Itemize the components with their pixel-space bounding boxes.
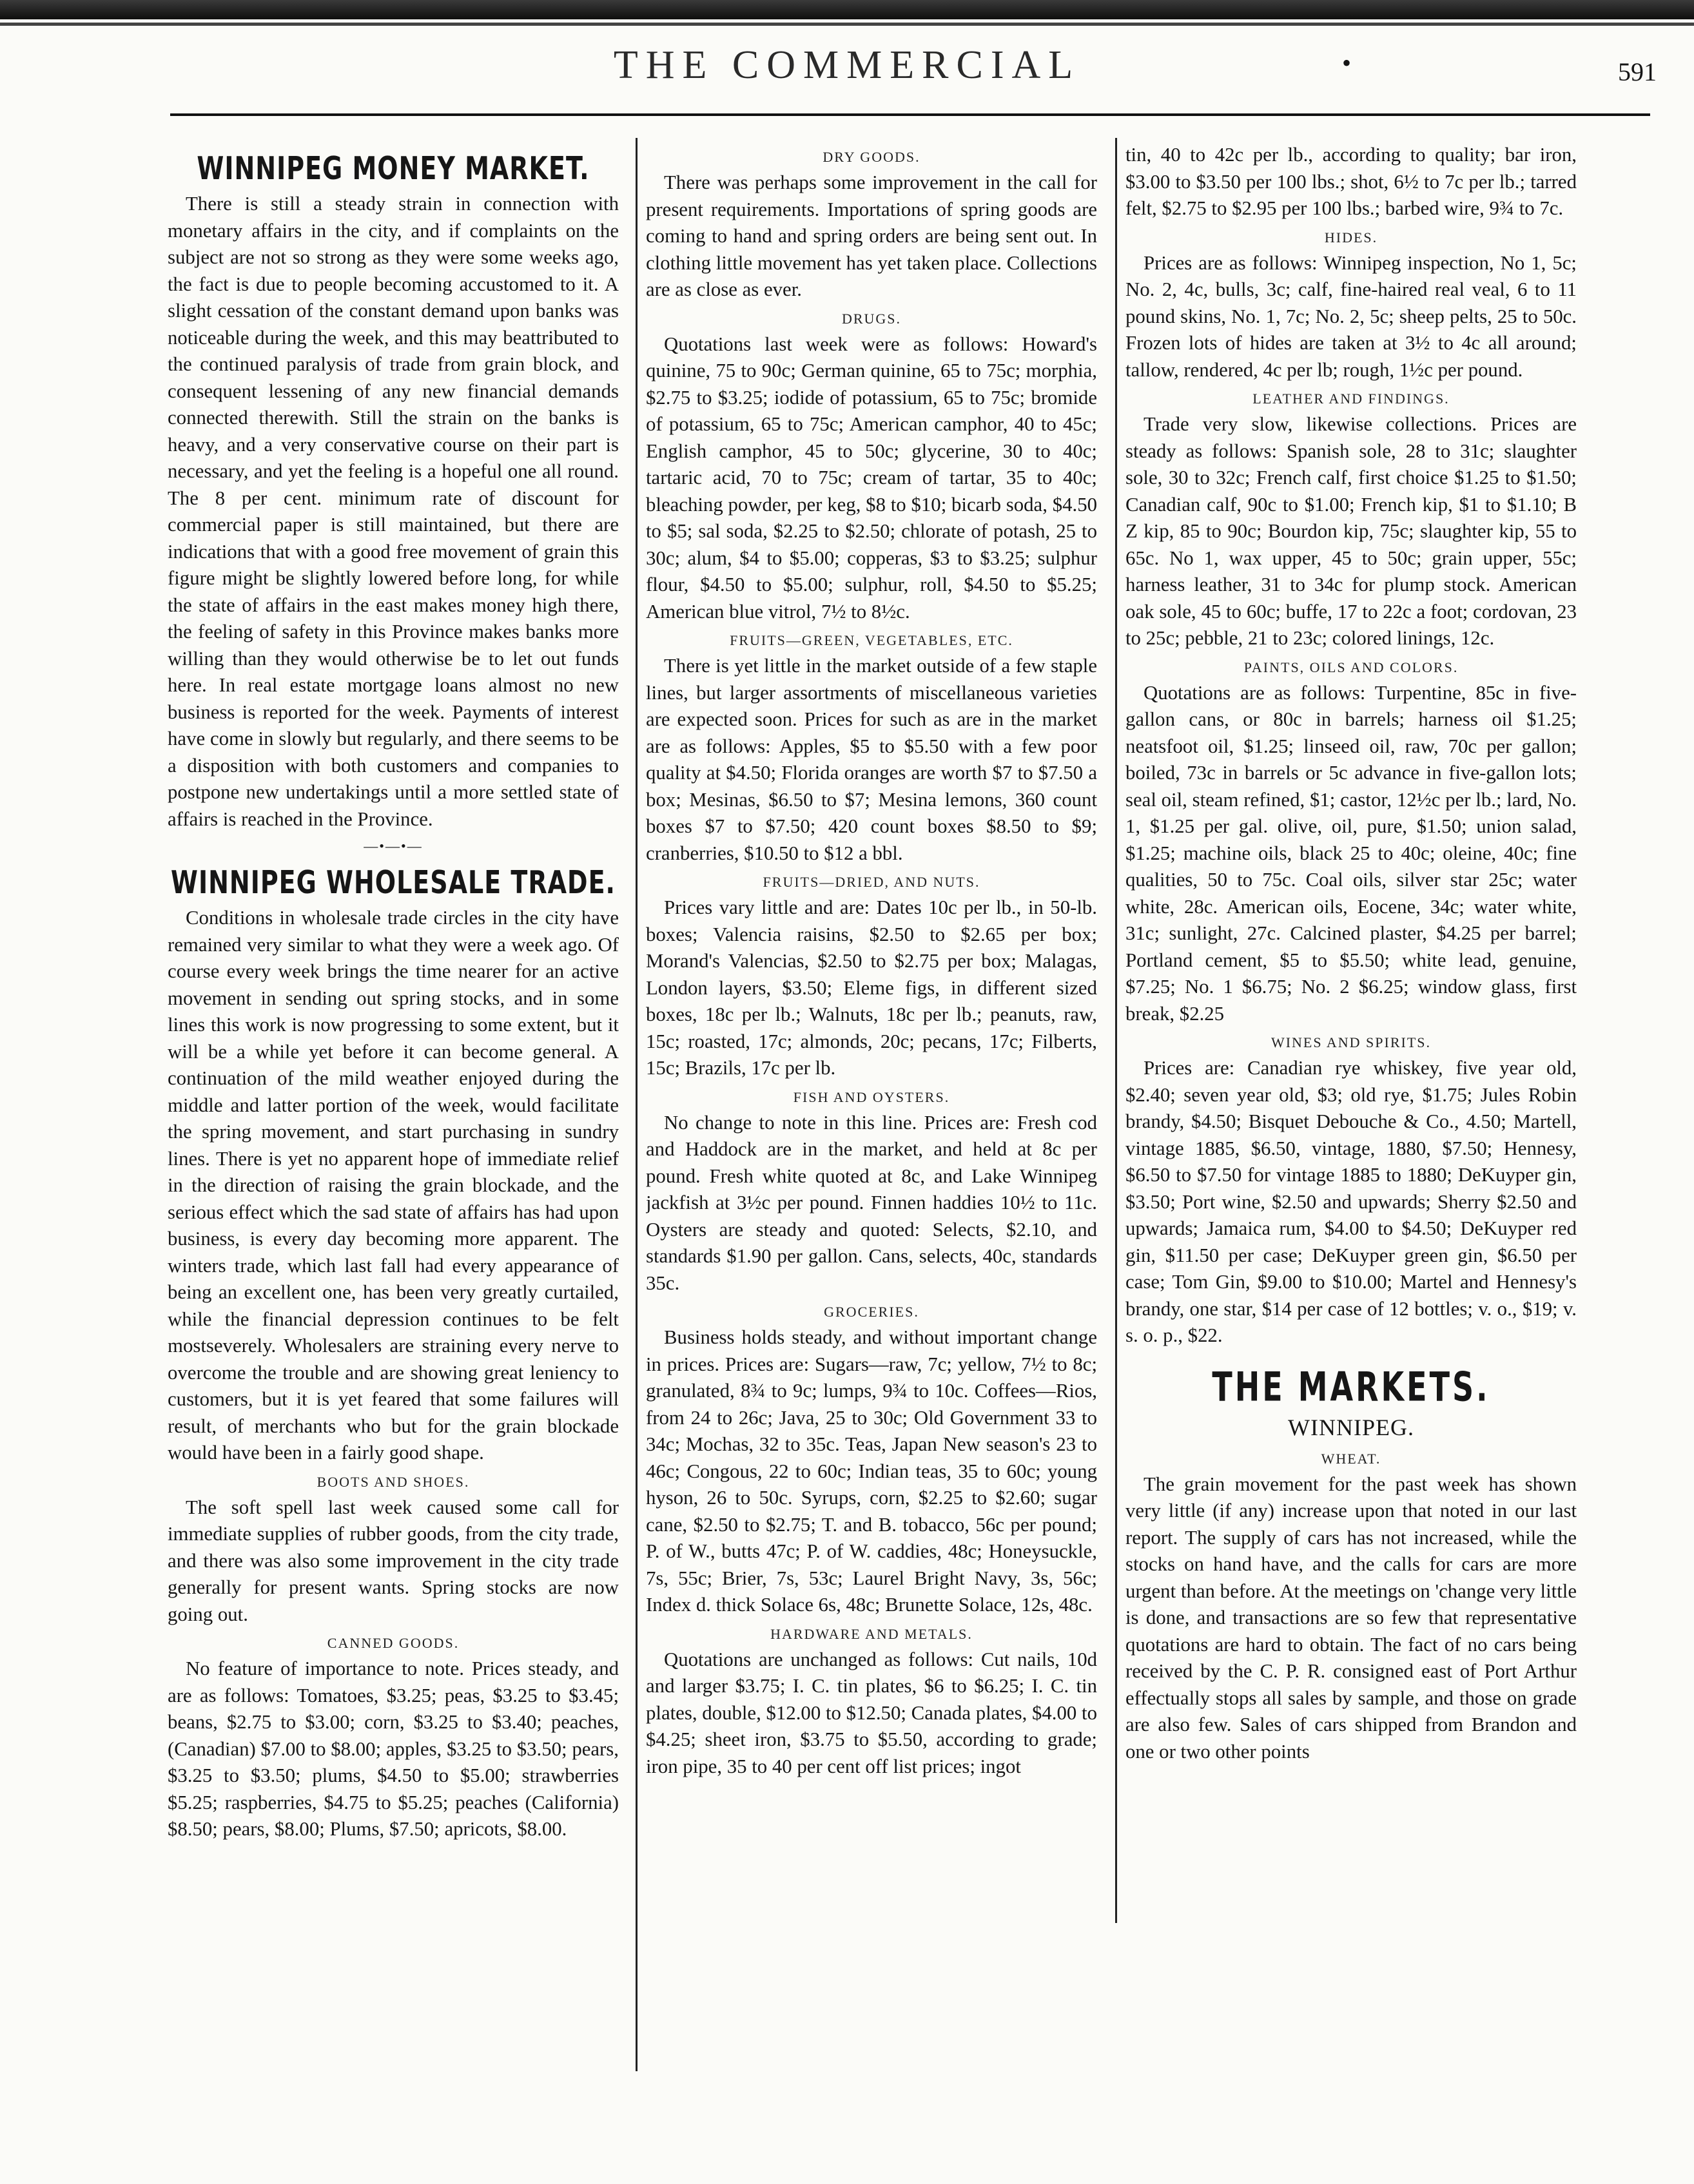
- heading-city-winnipeg: WINNIPEG.: [1288, 1414, 1414, 1440]
- header-rule: [170, 113, 1650, 116]
- page-number: 591: [1618, 57, 1657, 86]
- paragraph-paints-oils-colors: Quotations are as follows: Turpentine, 85c in five-gallon cans, or 80c in barrels; harness oil $1.25; neatsfoot oil, $1.25; linseed oil, raw, 70c per gallon; boiled, 73c in barrels or 5c advance in five-gallon lots; seal oil, steam refined, $1; castor, 12½c per lb.; lard, No. 1, $1.25 per gal. olive, oil, pure, $1.50; union salad, $1.25; machine oils, black 25 to 40c; oleine, 40c; fine qualities, 50 to 75c. Coal oils, silver star 25c; water white, 28c. American oils, Eocene, 34c; water white, 31c; sunlight, 27c. Calcined plaster, $4.25 per barrel; Portland cement, $5 to $5.50; white lead, genuine, $7.25; No. 1 $6.75; No. 2 $6.25; window glass, first break, $2.25: [1125, 681, 1577, 1025]
- paragraph-hardware-and-metals: Quotations are unchanged as follows: Cut nails, 10d and larger $3.75; I. C. tin plates, $6 to $6.25; I. C. tin plates, double, $12.00 to $12.50; Canada plates, $4.00 to $4.25; sheet iron, $3.75 to $5.50, according to grade; iron pipe, 35 to 40 per cent off list prices; ingot: [646, 1648, 1097, 1777]
- paragraph-hides: Prices are as follows: Winnipeg inspection, No 1, 5c; No. 2, 4c, bulls, 3c; calf, fine-haired real veal, 6 to 11 pound skins, No. 1, 7c; No. 2, 5c; sheep pelts, 25 to 50c. Frozen lots of hides are taken at 3½ to 4c all around; tallow, rendered, 4c per lb; rough, 1½c per pound.: [1125, 251, 1577, 381]
- subheading-fruits-dried: FRUITS—DRIED, AND NUTS.: [763, 874, 980, 890]
- paragraph-dry-goods: There was perhaps some improvement in the call for present requirements. Importations of spring goods are coming to hand and spring orders are being sent out. In clothing little movement has yet taken place. Collections are as close as ever.: [646, 171, 1097, 300]
- paragraph-boots-and-shoes: The soft spell last week caused some call for immediate supplies of rubber goods, from the city trade, and there was also some improvement in the city trade generally for present wants. Spring stocks are now going out.: [168, 1496, 619, 1625]
- subheading-canned-goods: CANNED GOODS.: [327, 1635, 460, 1651]
- subheading-hardware-and-metals: HARDWARE AND METALS.: [770, 1625, 973, 1642]
- paragraph-drugs: Quotations last week were as follows: Howard's quinine, 75 to 90c; German quinine, 65 to 75c; morphia, $2.75 to $3.25; iodide of potassium, 65 to 75c; bromide of potassium, 65 to 75c; American camphor, 40 to 45c; English camphor, 45 to 50c; glycerine, 30 to 40c; tartaric acid, 70 to 75c; cream of tartar, 35 to 40c; bleaching powder, per keg, $8 to $10; bicarb soda, $4.50 to $5; sal soda, $2.25 to $2.50; chlorate of potash, 25 to 30c; alum, $4 to $5.00; copperas, $3 to $3.25; sulphur flour, $4.50 to $5.00; sulphur, roll, $4.50 to $5.25; American blue vitrol, 7½ to 8½c.: [646, 333, 1097, 623]
- article-money-market: There is still a steady strain in connection with monetary affairs in the city, and if complaints on the subject are not so strong as they were some weeks ago, the fact is due to people becoming accustomed to it. A slight cessation of the constant demand upon banks was noticeable during the week, and this may beattributed to the continued paralysis of trade from grain block, and consequent lessening of any new financial demands connected therewith. Still the strain on the banks is heavy, and a very conservative course on their part is necessary, and yet the feeling is a hopeful one all round. The 8 per cent. minimum rate of discount for commercial paper is still maintained, but there are indications that with a good free movement of grain this figure might be slightly lowered before long, for while the state of affairs in the east makes money high there, the feeling of safety in this Province makes banks more willing than they would otherwise be to let out funds here. In real estate mortgage loans almost no new business is reported for the week. Payments of interest have come in slowly but regularly, and there seems to be a disposition with both customers and companies to postpone new undertakings until a more settled state of affairs is reached in the Province.: [168, 193, 619, 830]
- paragraph-hardware-continued: tin, 40 to 42c per lb., according to quality; bar iron, $3.00 to $3.50 per 100 lbs.; shot, 6½ to 7c per lb.; tarred felt, $2.75 to $2.95 per 100 lbs.; barbed wire, 9¾ to 7c.: [1125, 144, 1577, 219]
- masthead-dot: •: [1342, 48, 1352, 77]
- column-1: [168, 142, 619, 2127]
- paragraph-wheat: The grain movement for the past week has shown very little (if any) increase upon that noted in our last report. The supply of cars has not increased, while the stocks on hand have, and the calls for cars are more urgent than before. At the meetings on 'change very little is done, and transactions are so few that representative quotations are hard to obtain. The fact of no cars being received by the C. P. R. consigned east of Port Arthur effectually stops all sales by sample, and those on grade are also few. Sales of cars shipped from Brandon and one or two other points: [1125, 1473, 1577, 1763]
- column-divider-1: [636, 138, 638, 2071]
- column-3: [1125, 142, 1577, 2127]
- heading-wholesale-trade: WINNIPEG WHOLESALE TRADE.: [171, 864, 616, 901]
- subheading-hides: HIDES.: [1324, 229, 1378, 246]
- paragraph-leather-and-findings: Trade very slow, likewise collections. Prices are steady as follows: Spanish sole, 28 to 31c; slaughter sole, 30 to 32c; French calf, first choice $1.25 to $1.50; Canadian calf, 90c to $1.00; French kip, $1 to $1.10; B Z kip, 85 to 90c; Bourdon kip, 75c; slaughter kip, 55 to 65c. No 1, wax upper, 45 to 50c; grain upper, 55c; harness leather, 31 to 34c for plump stock. American oak sole, 45 to 60c; buffe, 17 to 22c a foot; cordovan, 23 to 25c; pebble, 21 to 23c; colored linings, 12c.: [1125, 413, 1577, 649]
- column-2: [646, 142, 1097, 2127]
- column-divider-2: [1115, 138, 1117, 1923]
- section-ornament: —•—•—: [364, 838, 423, 854]
- subheading-drugs: DRUGS.: [841, 310, 902, 327]
- subheading-wines-and-spirits: WINES AND SPIRITS.: [1270, 1034, 1432, 1050]
- subheading-wheat: WHEAT.: [1321, 1450, 1381, 1467]
- subheading-boots-and-shoes: BOOTS AND SHOES.: [316, 1473, 470, 1490]
- paragraph-canned-goods: No feature of importance to note. Prices steady, and are as follows: Tomatoes, $3.25; peas, $3.25 to $3.45; beans, $2.75 to $3.00; corn, $3.25 to $3.40; peaches, (Canadian) $7.00 to $8.00; apples, $3.25 to $3.50; pears, $3.25 to $3.50; plums, $4.50 to $5.00; strawberries $5.25; raspberries, $4.75 to $5.25; peaches (California) $8.50; pears, $8.00; Plums, $7.50; apricots, $8.00.: [168, 1657, 619, 1840]
- article-wholesale-trade: Conditions in wholesale trade circles in the city have remained very similar to what they were a week ago. Of course every week brings the time nearer for an active movement in sending out spring stocks, and in some lines this work is now progressing to some extent, but it will be a while yet before it can become general. A continuation of the mild weather enjoyed during the middle and latter portion of the week, would facilitate the spring movement, and start purchasing in sundry lines. There is yet no apparent hope of immediate relief in the direction of raising the grain blockade, and the serious effect which the sad state of affairs has had upon business, is every day becoming more apparent. The winters trade, which last fall had every appearance of being an excellent one, has been very greatly curtailed, while the financial depression continues to be felt mostseverely. Wholesalers are straining every nerve to overcome the trouble and are showing great leniency to customers, but it is yet feared that some failures will result, of merchants who but for the grain blockade would have been in a fairly good shape.: [168, 907, 619, 1464]
- subheading-groceries: GROCERIES.: [824, 1304, 919, 1320]
- masthead: [0, 43, 1694, 101]
- paragraph-wines-and-spirits: Prices are: Canadian rye whiskey, five year old, $2.40; seven year old, $3; old rye, $1.75; Jules Robin brandy, $4.50; Bisquet Debouche & Co., 4.50; Martell, vintage 1885, $6.50, vintage, 1880, $7.50; Hennesy, $6.50 to $7.50 for vintage 1885 to 1880; DeKuyper gin, $3.50; Port wine, $2.50 and upwards; Sherry $2.50 and upwards; Jamaica rum, $4.00 to $4.50; DeKuyper red gin, $11.50 per case; DeKuyper green gin, $6.50 per case; Tom Gin, $9.00 to $10.00; Martel and Hennesy's brandy, one star, $14 per case of 12 bottles; v. o., $19; v. s. o. p., $22.: [1125, 1057, 1577, 1346]
- paragraph-fruits-dried: Prices vary little and are: Dates 10c per lb., in 50-lb. boxes; Valencia raisins, $2.50 to $2.65 per box; Morand's Valencias, $2.50 to $2.75 per box; Malagas, London layers, $3.50; Eleme figs, in different sized boxes, 18c per lb.; Walnuts, 18c per lb.; peanuts, raw, 15c; roasted, 17c; almonds, 20c; pecans, 17c; Filberts, 15c; Brazils, 17c per lb.: [646, 896, 1097, 1079]
- paragraph-groceries: Business holds steady, and without important change in prices. Prices are: Sugars—raw, 7c; yellow, 7½ to 8c; granulated, 8¾ to 9c; lumps, 9¾ to 10c. Coffees—Rios, from 24 to 26c; Java, 25 to 30c; Old Government 33 to 34c; Mochas, 32 to 35c. Teas, Japan New season's 23 to 46c; Congous, 22 to 60c; Indian teas, 35 to 60c; young hyson, 26 to 50c. Syrups, corn, $2.25 to $2.60; sugar cane, $2.50 to $2.75; T. and B. tobacco, 56c per pound; P. of W., butts 47c; P. of W. caddies, 48c; Honeysuckle, 7s, 55c; Brier, 7s, 53c; Laurel Bright Navy, 3s, 56c; Index d. thick Solace 6s, 48c; Brunette Solace, 12s, 48c.: [646, 1326, 1097, 1616]
- heading-the-markets: THE MARKETS.: [1212, 1363, 1490, 1410]
- subheading-leather-and-findings: LEATHER AND FINDINGS.: [1252, 391, 1450, 407]
- paragraph-fruits-green: There is yet little in the market outside of a few staple lines, but larger assortments of miscellaneous varieties are expected soon. Prices for such as are in the market are as follows: Apples, $5 to $5.50 with a few poor quality at $4.50; Florida oranges are worth $7 to $7.50 a box; Mesinas, $6.50 to $7; Mesina lemons, 360 count boxes $7 to $7.50; 420 count boxes $8.50 to $9; cranberries, $10.50 to $12 a bbl.: [646, 655, 1097, 864]
- subheading-paints-oils-colors: PAINTS, OILS AND COLORS.: [1243, 659, 1459, 675]
- paragraph-fish-and-oysters: No change to note in this line. Prices are: Fresh cod and Haddock are in the market, and held at 8c per pound. Fresh white quoted at 8c, and Lake Winnipeg jackfish at 3½c per pound. Finnen haddies 10½ to 11c. Oysters are steady and quoted: Selects, $2.10, and standards $1.90 per gallon. Cans, selects, 40c, standards 35c.: [646, 1111, 1097, 1294]
- top-border-band: [0, 0, 1694, 19]
- subheading-fish-and-oysters: FISH AND OYSTERS.: [793, 1088, 950, 1105]
- subheading-dry-goods: DRY GOODS.: [823, 149, 920, 165]
- heading-money-market: WINNIPEG MONEY MARKET.: [197, 150, 590, 187]
- subheading-fruits-green: FRUITS—GREEN, VEGETABLES, ETC.: [730, 632, 1013, 648]
- publication-title: THE COMMERCIAL: [613, 43, 1081, 87]
